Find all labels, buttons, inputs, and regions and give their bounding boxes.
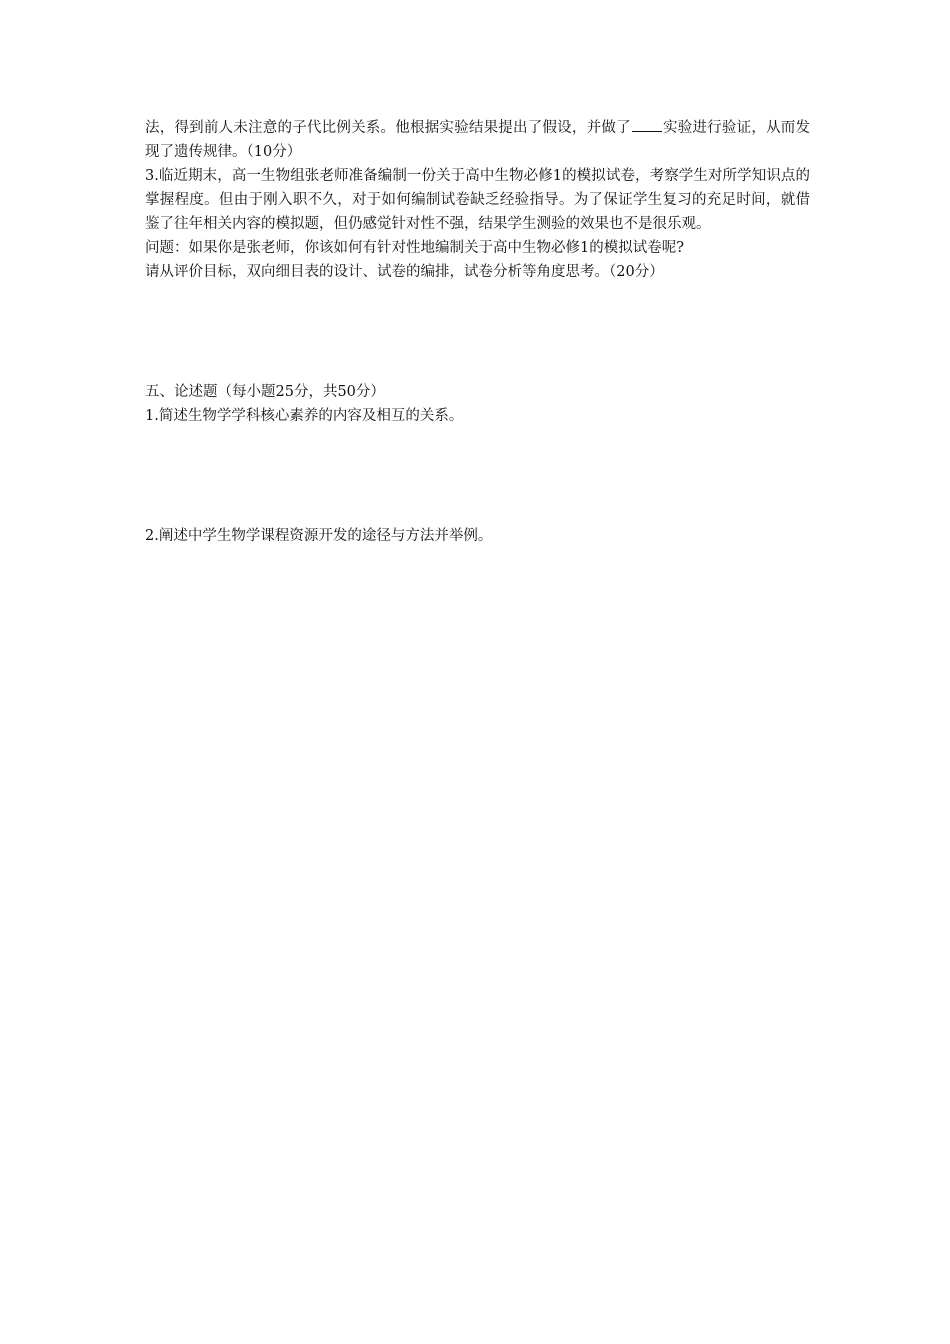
essay-question-2: 2.阐述中学生物学课程资源开发的途径与方法并举例。 (145, 528, 493, 544)
question-3-hint: 请从评价目标，双向细目表的设计、试卷的编排，试卷分析等角度思考。（20分） (145, 264, 664, 280)
question-2-continuation (145, 116, 810, 164)
question-3-prompt: 问题：如果你是张老师，你该如何有针对性地编制关于高中生物必修1的模拟试卷呢? (145, 240, 684, 256)
answer-space (145, 284, 810, 380)
essay-question-1: 1.简述生物学学科核心素养的内容及相互的关系。 (145, 408, 464, 424)
fill-in-blank (632, 116, 662, 132)
question-3-body: 3.临近期末，高一生物组张老师准备编制一份关于高中生物必修1的模拟试卷，考察学生对所学知识点的掌握程度。但由于刚入职不久，对于如何编制试卷缺乏经验指导。为了保证学生复习的充足时间，就借鉴了往年相关内容的模拟题，但仍感觉针对性不强，结果学生测验的效果也不是很乐观。 (145, 168, 810, 232)
q2-text-after-blank: 实验进行验证，从而发现了遗传规律。（10分） (145, 120, 811, 160)
page-content (145, 116, 810, 548)
q2-text-before-blank: 法，得到前人未注意的子代比例关系。他根据实验结果提出了假设，并做了 (145, 120, 631, 136)
answer-space (145, 428, 810, 524)
section-5-title: 五、论述题（每小题25分，共50分） (145, 384, 385, 400)
